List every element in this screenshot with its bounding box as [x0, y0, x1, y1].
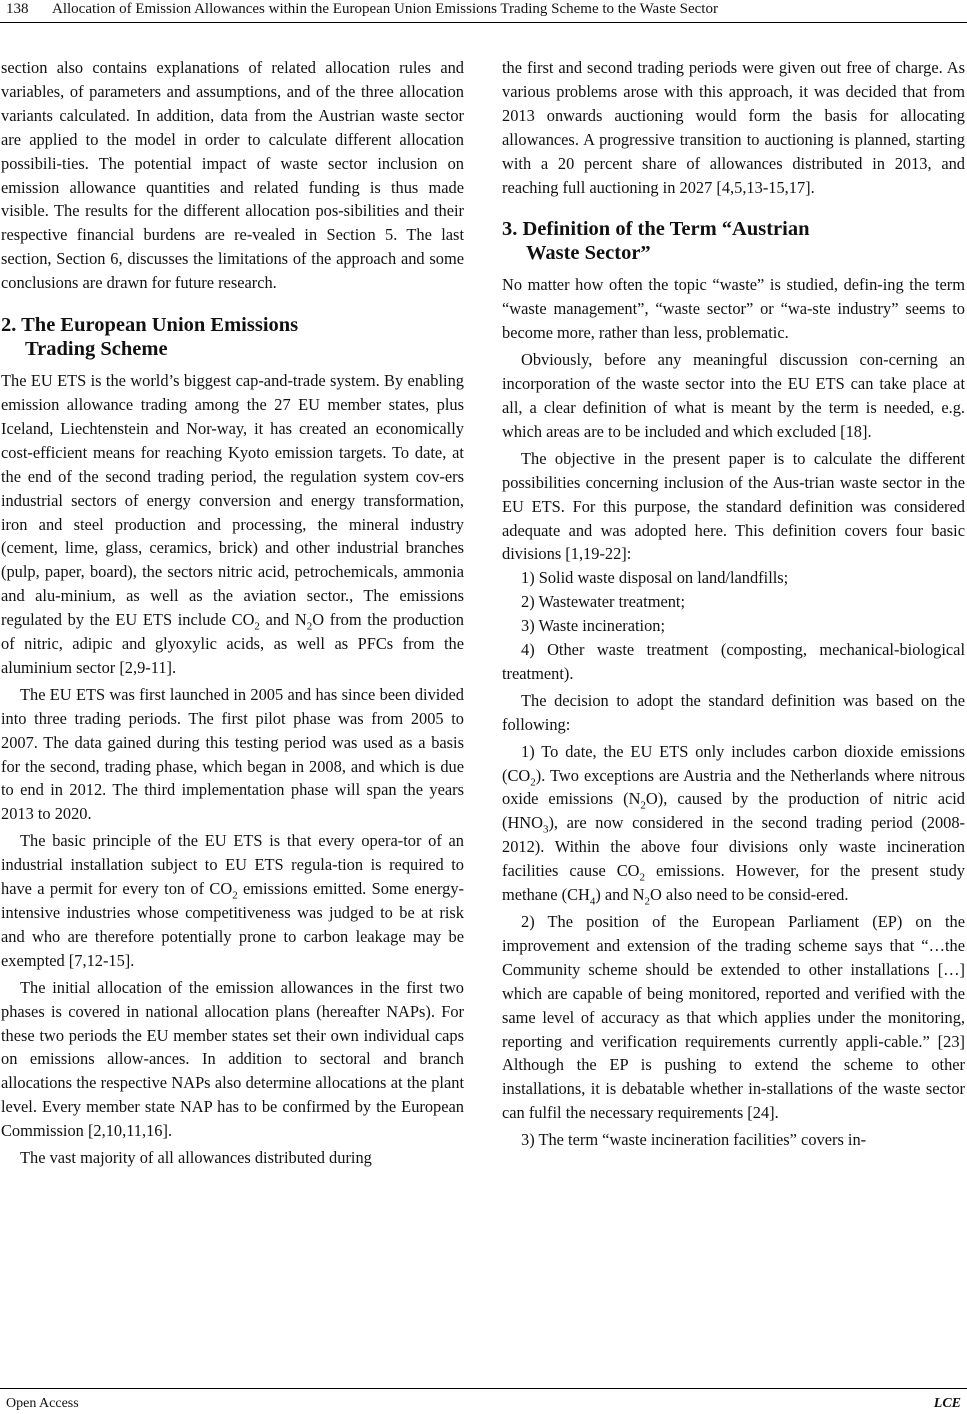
footer-rule [0, 1388, 967, 1389]
left-column [1, 56, 464, 1170]
page-header [0, 0, 967, 26]
section-heading-line: Trading Scheme [25, 338, 168, 361]
section-heading-line: 3. Definition of the Term “Austrian [502, 218, 810, 241]
paragraph: 1) To date, the EU ETS only includes carbon dioxide emissions $(CO_2)$. Two exceptions are Austria and the Netherlands where nitrous oxide emissions $(N_2O)$, caused by the production of nitric acid $(HNO_3)$, are now considered in the second trading period (2008-2012). Within the above four divisions only waste incineration facilities cause $CO_2$ emissions. However, for the present study methane $(CH_4)$ and $N_2O$ also need to be consid-ered. [502, 741, 966, 908]
paragraph: Obviously, before any meaningful discussion con-cerning an incorporation of the waste sector into the EU ETS can take place at all, a clear definition of what is meant by the term is needed, e.g. which areas are to be included and which excluded [18]. [502, 350, 965, 441]
paragraph: The initial allocation of the emission allowances in the first two phases is covered in national allocation plans (hereafter NAPs). For these two periods the EU member states set their own individual caps on emissions allow-ances. In addition to sectoral and branch allocations the respective NAPs also determine allocations at the plant level. Every member state NAP has to be confirmed by the European Commission [2,10,11,16]. [1, 977, 464, 1141]
section-heading-line: Waste Sector” [526, 242, 651, 265]
paragraph: 2) The position of the European Parliament (EP) on the improvement and extension of the trading scheme says that “…the Community scheme should be extended to other installations […] which are capable of being monitored, reported and verified with the same level of accuracy as that which applies under the monitoring, reporting and verification requirements currently appli-cable.” [23] Although the EP is pushing to extend the scheme to other installations, it is debatable whether in-stallations of the waste sector can fulfil the necessary requirements [24]. [502, 912, 965, 1123]
right-column [502, 56, 965, 1152]
paragraph: The decision to adopt the standard definition was based on the following: [502, 690, 965, 734]
paragraph: The basic principle of the EU ETS is that every opera-tor of an industrial installation subject to EU ETS regula-tion is required to have a permit for every ton of $CO_2$ emissions emitted. Some energy-intensive industries whose competitiveness was judged to be at risk and who are therefore potentially prone to carbon leakage may be exempted [7,12-15]. [1, 831, 465, 970]
paragraph: The EU ETS was first launched in 2005 and has since been divided into three trading periods. The first pilot phase was from 2005 to 2007. The data gained during this testing period was used as a basis for the second, trading phase, which began in 2008, and which is due to end in 2012. The third implementation phase will span the years 2013 to 2020. [1, 684, 464, 824]
header-rule [0, 22, 967, 23]
section-heading [1, 313, 464, 361]
paragraph: 3) The term “waste incineration facilities” covers in- [521, 1130, 867, 1150]
paragraph: section also contains explanations of related allocation rules and variables, of parameters and assumptions, and of the three allocation variants calculated. In addition, data from the Austrian waste sector are applied to the model in order to calculate different allocation possibili-ties. The potential impact of waste sector inclusion on emission allowance quantities and related funding is thus made visible. The results for the different allocation pos-sibilities and their respective financial burdens are re-vealed in Section 5. The last section, Section 6, discusses the limitations of the approach and some conclusions are drawn for future research. [1, 58, 464, 293]
paragraph: The vast majority of all allowances distributed during [20, 1148, 372, 1168]
page-number: 138 [6, 1, 29, 17]
page-footer [0, 1388, 967, 1414]
running-title: Allocation of Emission Allowances within the European Union Emissions Trading Scheme to the Waste Sector [52, 1, 718, 17]
paragraph: The objective in the present paper is to calculate the different possibilities concerning inclusion of the Aus-trian waste sector in the EU ETS. For this purpose, the standard definition was considered adequate and was adopted here. This definition covers four basic divisions [1,19-22]: [502, 448, 965, 564]
paragraph: the first and second trading periods were given out free of charge. As various problems arose with this approach, it was decided that from 2013 onwards auctioning would form the basis for allocating allowances. A progressive transition to auctioning is planned, starting with a 20 percent share of allowances distributed in 2013, and reaching full auctioning in 2027 [4,5,13-15,17]. [502, 58, 965, 197]
list-item: 4) Other waste treatment (composting, mechanical-biological treatment). [502, 640, 965, 683]
list-item: 1) Solid waste disposal on land/landfills; [521, 568, 789, 588]
list-item: 3) Waste incineration; [521, 616, 666, 636]
list-item: 2) Wastewater treatment; [521, 592, 686, 612]
paragraph: No matter how often the topic “waste” is studied, defin-ing the term “waste management”, “waste sector” or “wa-ste industry” seems to become more, rather than less, problematic. [502, 275, 965, 343]
section-heading-line: 2. The European Union Emissions [1, 314, 299, 337]
paragraph: The EU ETS is the world’s biggest cap-and-trade system. By enabling emission allowance trading among the 27 EU member states, plus Iceland, Liechtenstein and Nor-way, it has created an economically cost-efficient means for reaching Kyoto emission targets. To date, at the end of the second trading period, the regulation system cov-ers industrial sectors of energy conversion and energy transformation, iron and steel production and processing, the mineral industry (cement, lime, glass, ceramics, brick) and other industrial branches (pulp, paper, board), the sectors nitric acid, petrochemicals, ammonia and alu-minium, as well as the aviation sector., The emissions regulated by the EU ETS include $CO_2$ and $N_2O$ from the production of nitric, adipic and glyoxylic acids, as well as PFCs from the aluminium sector [2,9-11]. [1, 371, 464, 677]
open-access-label: Open Access [6, 1396, 79, 1411]
journal-abbreviation: LCE [933, 1396, 961, 1411]
section-heading [502, 217, 965, 265]
